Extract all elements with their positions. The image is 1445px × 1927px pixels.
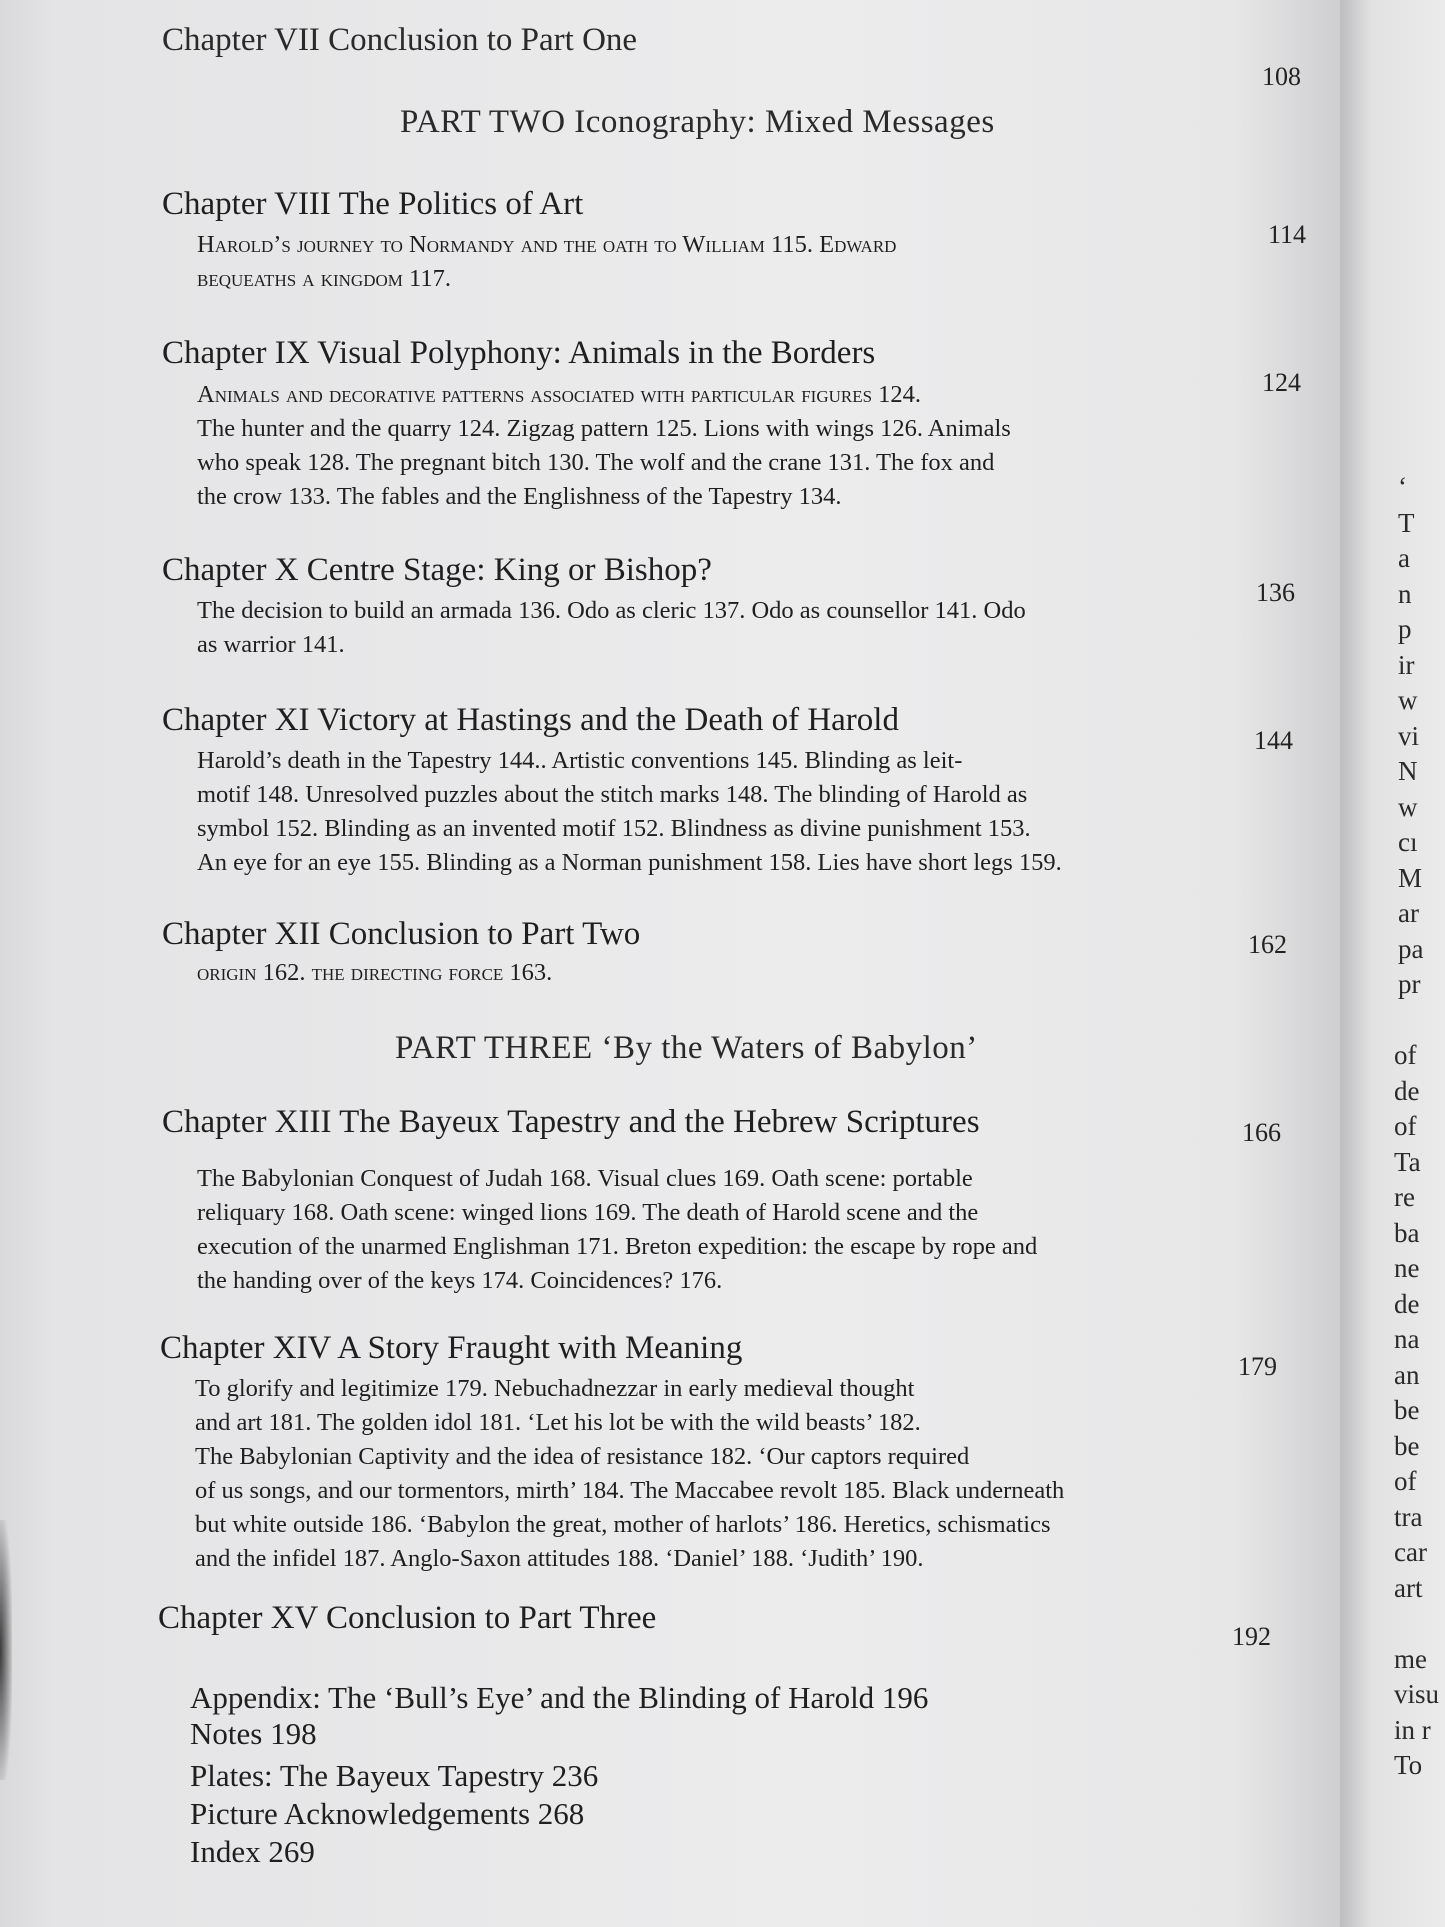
back-matter-notes: Notes 198 — [190, 1716, 317, 1751]
chapter-7-title: Chapter VII Conclusion to Part One — [162, 22, 638, 58]
right-page-fragment: de — [1394, 1075, 1420, 1106]
chapter-9-title: Chapter IX Visual Polyphony: Animals in the Borders — [162, 335, 876, 371]
right-page-fragment: tra — [1394, 1501, 1423, 1532]
chapter-14-line: and the infidel 187. Anglo-Saxon attitudes 188. ‘Daniel’ 188. ‘Judith’ 190. — [195, 1545, 924, 1572]
chapter-8-line: Harold’s journey to Normandy and the oath to William 115. Edward — [197, 231, 897, 258]
chapter-14-line: of us songs, and our tormentors, mirth’ 184. The Maccabee revolt 185. Black underneath — [195, 1477, 1065, 1504]
chapter-8-page: 114 — [1268, 220, 1307, 249]
chapter-13-page: 166 — [1242, 1118, 1281, 1147]
right-page-fragment: be — [1394, 1395, 1420, 1425]
right-page-fragment: be — [1394, 1430, 1420, 1461]
chapter-10-line: as warrior 141. — [197, 631, 345, 658]
right-page-fragment: car — [1394, 1537, 1427, 1567]
back-matter-acknowledgements: Picture Acknowledgements 268 — [190, 1796, 585, 1831]
right-page-fragment: na — [1394, 1324, 1420, 1354]
chapter-11-line: symbol 152. Blinding as an invented motif 152. Blindness as divine punishment 153. — [197, 815, 1031, 842]
chapter-13-line: execution of the unarmed Englishman 171. Breton expedition: the escape by rope and — [197, 1233, 1038, 1260]
right-page-fragment: re — [1394, 1182, 1415, 1212]
chapter-11-title: Chapter XI Victory at Hastings and the Death of Harold — [162, 702, 899, 738]
right-page-fragment: n — [1398, 578, 1412, 609]
chapter-14-line: To glorify and legitimize 179. Nebuchadnezzar in early medieval thought — [195, 1375, 915, 1402]
right-page-fragment: visu — [1394, 1679, 1440, 1709]
chapter-13-title: Chapter XIII The Bayeux Tapestry and the Hebrew Scriptures — [162, 1104, 980, 1140]
chapter-11-line: An eye for an eye 155. Blinding as a Norman punishment 158. Lies have short legs 159. — [197, 849, 1062, 876]
chapter-14-line: The Babylonian Captivity and the idea of resistance 182. ‘Our captors required — [195, 1443, 970, 1470]
right-page-fragment: cı — [1398, 827, 1418, 857]
right-page-fragment: an — [1394, 1359, 1420, 1390]
chapter-10-line: The decision to build an armada 136. Odo as cleric 137. Odo as counsellor 141. Odo — [197, 597, 1026, 624]
right-page-fragment: N — [1398, 756, 1418, 786]
chapter-11-page: 144 — [1254, 726, 1293, 755]
chapter-12-line: origin 162. the directing force 163. — [197, 959, 553, 986]
right-page-fragment: M — [1398, 862, 1423, 893]
part-two-heading: PART TWO Iconography: Mixed Messages — [400, 104, 995, 140]
chapter-11-line: Harold’s death in the Tapestry 144.. Artistic conventions 145. Blinding as leit- — [197, 747, 963, 774]
right-page-fragment: To — [1394, 1750, 1423, 1780]
right-page-fragment: of — [1394, 1111, 1417, 1141]
right-page-fragment: T — [1398, 507, 1415, 538]
right-page-fragment: Ta — [1394, 1146, 1421, 1177]
chapter-14-line: and art 181. The golden idol 181. ‘Let his lot be with the wild beasts’ 182. — [195, 1409, 921, 1436]
chapter-8-title: Chapter VIII The Politics of Art — [162, 186, 584, 222]
chapter-14-page: 179 — [1238, 1352, 1277, 1381]
chapter-7-page: 108 — [1262, 62, 1301, 91]
right-page-fragment: w — [1398, 791, 1418, 822]
right-page-fragment: ne — [1394, 1253, 1420, 1283]
chapter-13-line: The Babylonian Conquest of Judah 168. Visual clues 169. Oath scene: portable — [197, 1165, 973, 1192]
right-page-fragment: ir — [1398, 649, 1415, 680]
chapter-8-line: bequeaths a kingdom 117. — [197, 265, 451, 292]
chapter-12-page: 162 — [1248, 930, 1287, 959]
right-page-fragment: ba — [1394, 1217, 1420, 1248]
right-page-fragment: art — [1394, 1572, 1423, 1603]
chapter-9-line: The hunter and the quarry 124. Zigzag pattern 125. Lions with wings 126. Animals — [197, 415, 1011, 442]
right-page-fragment: of — [1394, 1040, 1417, 1070]
right-page-fragment: pa — [1398, 933, 1424, 964]
right-page-fragment: of — [1394, 1466, 1417, 1496]
book-page-right-edge — [1340, 0, 1445, 1927]
chapter-10-title: Chapter X Centre Stage: King or Bishop? — [162, 552, 712, 588]
chapter-14-line: but white outside 186. ‘Babylon the great, mother of harlots’ 186. Heretics, schismatics — [195, 1511, 1051, 1538]
back-matter-appendix: Appendix: The ‘Bull’s Eye’ and the Blinding of Harold 196 — [190, 1680, 929, 1715]
chapter-13-line: the handing over of the keys 174. Coincidences? 176. — [197, 1267, 723, 1294]
right-page-fragment: p — [1398, 614, 1412, 644]
part-three-heading: PART THREE ‘By the Waters of Babylon’ — [395, 1030, 978, 1066]
back-matter-index: Index 269 — [190, 1834, 315, 1869]
right-page-fragment: in r — [1394, 1714, 1431, 1745]
chapter-9-line: who speak 128. The pregnant bitch 130. The wolf and the crane 131. The fox and — [197, 449, 995, 476]
right-page-fragment: ‘ — [1398, 472, 1407, 502]
right-page-fragment: w — [1398, 685, 1418, 715]
chapter-15-page: 192 — [1232, 1622, 1271, 1651]
right-page-fragment: pr — [1398, 969, 1421, 999]
right-page-fragment: de — [1394, 1288, 1420, 1319]
chapter-10-page: 136 — [1256, 578, 1295, 607]
chapter-15-title: Chapter XV Conclusion to Part Three — [158, 1600, 657, 1636]
right-page-fragment: me — [1394, 1643, 1427, 1674]
chapter-9-page: 124 — [1262, 368, 1301, 397]
chapter-12-title: Chapter XII Conclusion to Part Two — [162, 916, 641, 952]
chapter-11-line: motif 148. Unresolved puzzles about the stitch marks 148. The blinding of Harold as — [197, 781, 1028, 808]
right-page-fragment: ar — [1398, 898, 1419, 928]
chapter-9-line: Animals and decorative patterns associated with particular figures 124. — [197, 381, 922, 408]
right-page-fragment: vi — [1398, 720, 1420, 751]
chapter-9-line: the crow 133. The fables and the Englishness of the Tapestry 134. — [197, 483, 842, 510]
chapter-14-title: Chapter XIV A Story Fraught with Meaning — [160, 1330, 743, 1366]
binding-shadow — [0, 1520, 12, 1780]
back-matter-plates: Plates: The Bayeux Tapestry 236 — [190, 1758, 599, 1793]
chapter-13-line: reliquary 168. Oath scene: winged lions 169. The death of Harold scene and the — [197, 1199, 979, 1226]
right-page-fragment: a — [1398, 543, 1410, 573]
